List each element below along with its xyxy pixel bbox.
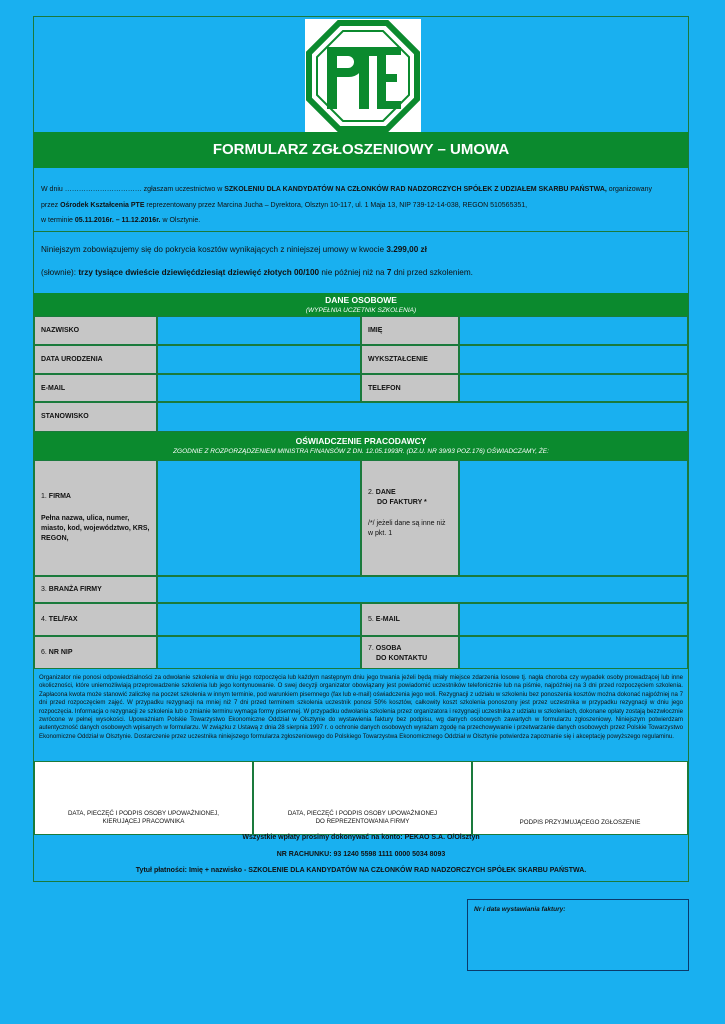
payment-account-number: NR RACHUNKU: 93 1240 5598 1111 0000 5034 8093 xyxy=(276,851,446,858)
employer-header xyxy=(34,432,688,460)
telfax-title: TEL/FAX xyxy=(48,616,78,623)
pte-logo xyxy=(305,19,421,133)
cost-amount-words: trzy tysiące dwieście dziewięćdziesiąt dziewięć złotych 00/100 xyxy=(78,268,320,277)
employer-subtitle: ZGODNIE Z ROZPORZĄDZENIEM MINISTRA FINANSÓW Z DN. 12.05.1993R. (DZ.U. NR 39/93 POZ.176) OŚWIADCZAMY, ŻE: xyxy=(173,448,549,455)
intro-dates: 05.11.2016r. – 11.12.2016r. xyxy=(74,217,161,224)
personal-data-title: DANE OSOBOWE xyxy=(325,295,397,305)
industry-field[interactable] xyxy=(157,576,688,603)
industry-label-cell xyxy=(34,576,157,603)
intro-text: organizowany xyxy=(606,186,652,193)
employer-email-label xyxy=(368,616,400,623)
employer-email-label-cell xyxy=(361,603,459,636)
firm-title: FIRMA xyxy=(48,493,71,500)
surname-label-cell xyxy=(34,316,157,345)
education-label-cell xyxy=(361,345,459,374)
contact-field[interactable] xyxy=(459,636,688,669)
personal-data-header xyxy=(34,293,688,316)
signature-label-line: KIERUJĄCEJ PRACOWNIKA xyxy=(102,818,185,825)
form-title: FORMULARZ ZGŁOSZENIOWY – UMOWA xyxy=(34,132,688,168)
position-field[interactable] xyxy=(157,402,688,432)
first-name-label-cell xyxy=(361,316,459,345)
telfax-field[interactable] xyxy=(157,603,361,636)
industry-title: BRANŻA FIRMY xyxy=(48,586,102,593)
signature-label-company xyxy=(254,810,471,826)
signature-box-company[interactable] xyxy=(253,761,472,835)
invoice-data-title-1: DANE xyxy=(375,489,396,496)
nip-label-cell xyxy=(34,636,157,669)
employer-email-number: 5. xyxy=(368,616,376,623)
phone-field[interactable] xyxy=(459,374,688,402)
contact-title-2: DO KONTAKTU xyxy=(376,655,428,662)
payment-title: Tytuł płatności: Imię + nazwisko - SZKOLENIE DLA KANDYDATÓW NA CZŁONKÓW RAD NADZORCZYCH SPÓŁEK SKARBU PAŃSTWA. xyxy=(135,867,587,874)
signature-label-line: DO REPREZENTOWANIA FIRMY xyxy=(315,818,410,825)
intro-line-2 xyxy=(41,201,527,210)
employer-email-field[interactable] xyxy=(459,603,688,636)
employer-email-title: E-MAIL xyxy=(375,616,400,623)
first-name-field[interactable] xyxy=(459,316,688,345)
surname-label: NAZWISKO xyxy=(41,327,80,334)
form-frame xyxy=(33,16,689,882)
firm-label xyxy=(41,493,71,500)
intro-text: w Olsztynie. xyxy=(160,217,201,224)
nip-title: NR NIP xyxy=(48,649,73,656)
intro-text: W dniu …………………………… zgłaszam uczestnictwo w xyxy=(41,186,225,193)
surname-field[interactable] xyxy=(157,316,361,345)
position-label: STANOWISKO xyxy=(41,413,89,420)
cost-text: dni przed szkoleniem. xyxy=(391,268,473,277)
cost-amount: 3.299,00 zł xyxy=(386,245,427,254)
first-name-label: IMIĘ xyxy=(368,327,383,334)
cost-text: Niniejszym zobowiązujemy się do pokrycia kosztów wynikających z niniejszej umowy w kwocie xyxy=(41,245,387,254)
nip-label xyxy=(41,649,73,656)
birth-date-label: DATA URODZENIA xyxy=(41,356,103,363)
birth-date-label-cell xyxy=(34,345,157,374)
email-label-cell xyxy=(34,374,157,402)
education-field[interactable] xyxy=(459,345,688,374)
personal-data-subtitle: (WYPEŁNIA UCZETNIK SZKOLENIA) xyxy=(305,307,417,314)
contact-label xyxy=(368,644,427,664)
cost-text: (słownie): xyxy=(41,268,79,277)
signature-label-employer xyxy=(35,810,252,826)
phone-label: TELEFON xyxy=(368,385,401,392)
intro-line-3 xyxy=(41,216,200,225)
contact-label-cell xyxy=(361,636,459,669)
contact-title-1: OSOBA xyxy=(375,645,402,652)
invoice-number-box[interactable] xyxy=(467,899,689,971)
terms-text: Organizator nie ponosi odpowiedzialności za odwołanie szkolenia w dniu jego rozpoczęcia lub każdym następnym dniu jego trwania jeżeli będą miały miejsce zdarzenia losowe tj. nagła choroba czy wypadek osoby prowadzącej lub inne okoliczności, które uniemożliwiają przeprowadzenie szkolenia lub jego kontynuowanie. O swej decyzji organizator obowiązany jest powiadomić uczestników telefonicznie lub na piśmie, najpóźniej na 3 dni przed rozpoczęciem szkolenia. Zapłacona kwota może stanowić zaliczkę na poczet szkolenia w innym terminie, pod warunkiem pisemnego (fax lub e-mail) oświadczenia jego woli. Rezygnacji z udziału w szkoleniu bez ponoszenia kosztów można dokonać najpóźniej na 7 dni przed rozpoczęciem zajęć. W przypadku rezygnacji na mniej niż 7 dni przed terminem szkolenia uczestnik ponosi 50% kosztów, całkowity koszt szkolenia ponoszony jest przez uczestnika w przypadku rezygnacji w dniu jego rozpoczęcia. Informacja o rezygnacji ze szkolenia lub o zmianie terminu wymaga formy pisemnej. W przypadku odwołania szkolenia przez organizatora i rezygnacji uczestnika z udziału w szkoleniach, dokonane opłaty zostają bezzwłocznie zwrócone w pełnej wysokości. Upoważniam Polskie Towarzystwo Ekonomiczne Oddział w Olsztynie do wystawienia faktury bez podpisu, wg danych osobowych zawartych w formularzu zgłoszeniowy. Niniejszym potwierdzam autentyczność danych osobowych wpisanych w formularzu. W związku z Ustawą z dnia 28 sierpnia 1997 r. o ochronie danych osobowych wyrażam zgodę na przechowywanie i przetwarzanie danych osobowych przez Polskie Towarzystwo Ekonomiczne Oddział w Olsztynie. Dostarczenie przez uczestnika niniejszego formularza zgłoszeniowego do Polskiego Towarzystwa Ekonomicznego Oddział w Olsztynie potwierdza zapoznanie się i akceptację powyższego regulaminu. xyxy=(39,674,683,740)
signature-label-receiver: PODPIS PRZYJMUJĄCEGO ZGŁOSZENIE xyxy=(519,819,641,826)
divider xyxy=(34,231,688,232)
intro-line-1 xyxy=(41,185,683,194)
invoice-data-title-2: DO FAKTURY * xyxy=(377,499,427,506)
signature-box-receiver[interactable] xyxy=(472,761,688,835)
intro-text: reprezentowany przez Marcina Jucha – Dyrektora, Olsztyn 10-117, ul. 1 Maja 13, NIP 739-12-14-038, REGON 510565351, xyxy=(144,202,528,209)
intro-text: przez xyxy=(41,202,61,209)
invoice-data-note: /*/ jeżeli dane są inne niż w pkt. 1 xyxy=(368,520,446,537)
email-field[interactable] xyxy=(157,374,361,402)
firm-field[interactable] xyxy=(157,460,361,576)
telfax-label xyxy=(41,616,78,623)
nip-number: 6. xyxy=(41,649,49,656)
position-label-cell xyxy=(34,402,157,432)
telfax-number: 4. xyxy=(41,616,49,623)
firm-number: 1. xyxy=(41,493,49,500)
industry-label xyxy=(41,586,102,593)
firm-description: Pełna nazwa, ulica, numer, miasto, kod, województwo, KRS, REGON, xyxy=(41,515,150,542)
employer-title: OŚWIADCZENIE PRACODAWCY xyxy=(295,436,427,446)
contact-number: 7. xyxy=(368,645,376,652)
birth-date-field[interactable] xyxy=(157,345,361,374)
signature-label-line: DATA, PIECZĘĆ I PODPIS OSOBY UPOWAŻNIONEJ xyxy=(287,810,438,817)
cost-days: 7 xyxy=(386,268,392,277)
cost-line-2 xyxy=(41,268,473,277)
pte-logo-icon xyxy=(305,19,421,133)
phone-label-cell xyxy=(361,374,459,402)
invoice-data-number: 2. xyxy=(368,489,376,496)
intro-text: w terminie xyxy=(41,217,75,224)
industry-number: 3. xyxy=(41,586,49,593)
firm-label-cell xyxy=(34,460,157,576)
cost-text: nie później niż na xyxy=(319,268,387,277)
invoice-data-label-cell xyxy=(361,460,459,576)
payment-account-info: Wszystkie wpłaty prosimy dokonywać na konto: PEKAO S.A. O/Olsztyn xyxy=(242,834,480,841)
intro-organizer: Ośrodek Kształcenia PTE xyxy=(60,202,145,209)
email-label: E-MAIL xyxy=(41,385,66,392)
telfax-label-cell xyxy=(34,603,157,636)
signature-box-employer[interactable] xyxy=(34,761,253,835)
signature-label-line: DATA, PIECZĘĆ I PODPIS OSOBY UPOWAŻNIONEJ, xyxy=(67,810,220,817)
intro-course-name: SZKOLENIU DLA KANDYDATÓW NA CZŁONKÓW RAD NADZORCZYCH SPÓŁEK Z UDZIAŁEM SKARBU PAŃSTWA, xyxy=(224,186,607,193)
invoice-number-label: Nr i data wystawiania faktury: xyxy=(474,906,566,913)
education-label: WYKSZTAŁCENIE xyxy=(368,356,428,363)
nip-field[interactable] xyxy=(157,636,361,669)
invoice-data-label xyxy=(368,488,427,508)
invoice-data-field[interactable] xyxy=(459,460,688,576)
cost-line-1 xyxy=(41,245,427,254)
